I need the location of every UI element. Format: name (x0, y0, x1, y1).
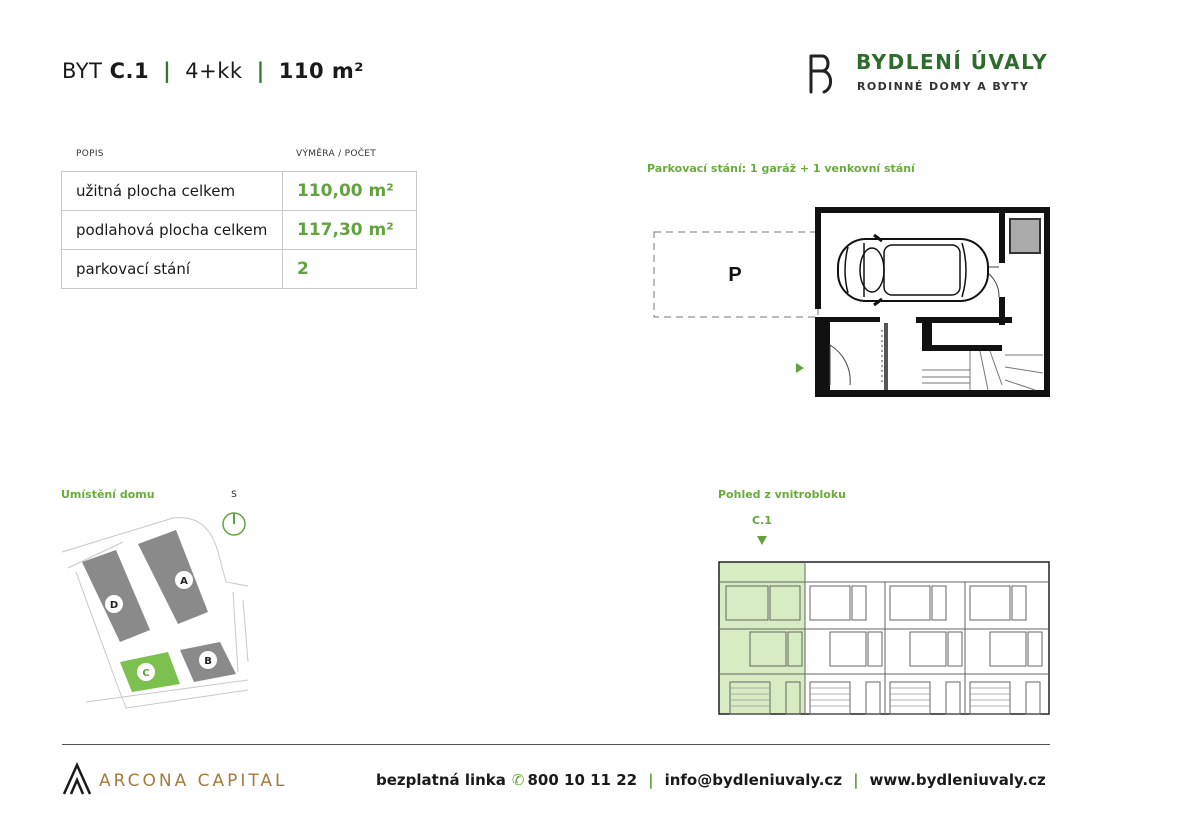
website-link[interactable]: www.bydleniuvaly.cz (869, 771, 1046, 789)
brand-name: BYDLENÍ ÚVALY (856, 50, 1049, 74)
building-label-b: B (204, 656, 212, 667)
spec-label: parkovací stání (62, 250, 283, 289)
view-caption: Pohled z vnitrobloku (718, 488, 846, 501)
table-row (62, 172, 417, 211)
phone-icon: ✆ (511, 771, 525, 789)
contact-bar (376, 771, 1046, 789)
unit-marker-arrow-icon (757, 536, 767, 545)
email-link[interactable]: info@bydleniuvaly.cz (664, 771, 843, 789)
table-header-value: VÝMĚRA / POČET (296, 149, 377, 159)
contact-separator: | (648, 771, 654, 789)
table-row (62, 211, 417, 250)
brand-mark-icon (806, 52, 840, 96)
location-caption: Umístění domu (61, 488, 155, 501)
spec-value: 110,00 m² (283, 172, 417, 211)
facade-elevation (716, 512, 1056, 722)
arcona-name: ARCONA CAPITAL (99, 771, 288, 791)
hotline-label: bezplatná linka (376, 771, 506, 789)
arcona-mark-icon (62, 762, 92, 796)
unit-marker-label: C.1 (752, 514, 772, 527)
brand-tagline: RODINNÉ DOMY A BYTY (857, 80, 1030, 93)
parking-caption: Parkovací stání: 1 garáž + 1 venkovní stání (647, 162, 915, 175)
unit-title (62, 56, 364, 86)
table-row (62, 250, 417, 289)
unit-highlight (719, 562, 805, 714)
spec-label: užitná plocha celkem (62, 172, 283, 211)
building-a (138, 530, 208, 624)
building-label-d: D (109, 600, 119, 611)
svg-text:S: S (231, 490, 237, 500)
brand-logo[interactable] (806, 50, 1066, 96)
footer-divider (62, 744, 1050, 745)
parking-spot-label: P (728, 264, 742, 286)
spec-label: podlahová plocha celkem (62, 211, 283, 250)
specs-table (61, 171, 417, 289)
entrance-arrow-icon (796, 363, 804, 373)
site-map (58, 512, 253, 717)
car-icon (838, 235, 988, 305)
spec-value: 2 (283, 250, 417, 289)
title-separator: | (163, 59, 172, 83)
title-separator: | (256, 59, 265, 83)
garage-floor-plan (650, 205, 1052, 397)
unit-layout: 4+kk (185, 59, 243, 83)
spec-value: 117,30 m² (283, 211, 417, 250)
contact-separator: | (853, 771, 859, 789)
building-label-a: A (180, 576, 188, 587)
unit-area: 110 m² (278, 59, 364, 83)
table-header-label: POPIS (76, 149, 104, 159)
phone-link[interactable]: 800 10 11 22 (527, 771, 638, 789)
building-label-c: C (142, 668, 150, 679)
unit-name: BYT C.1 (62, 59, 150, 83)
